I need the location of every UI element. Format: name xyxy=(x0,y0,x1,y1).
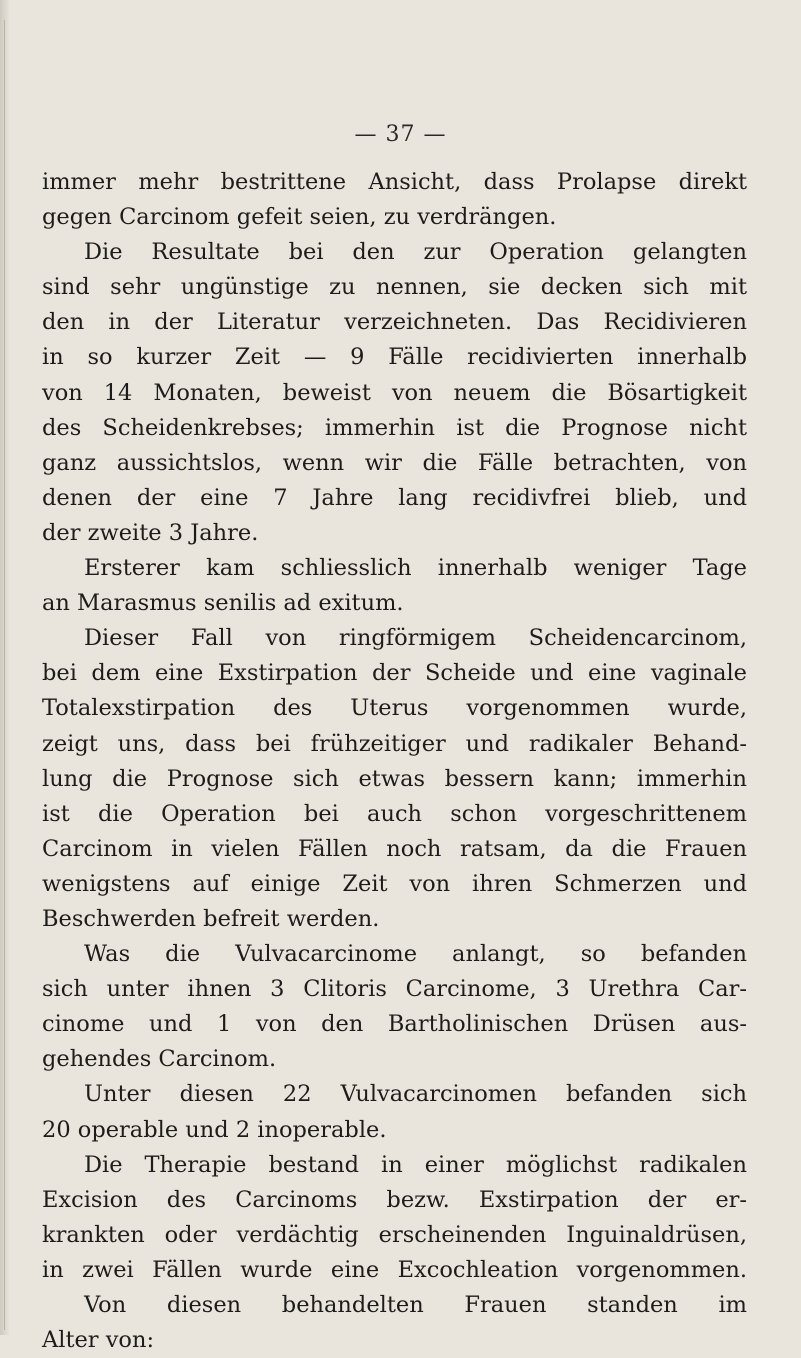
text-line: sind sehr ungünstige zu nennen, sie decken sich mit xyxy=(42,274,747,301)
text-line: bei dem eine Exstirpation der Scheide und eine vaginale xyxy=(42,660,747,687)
text-line: Ersterer kam schliesslich innerhalb weniger Tage xyxy=(84,555,747,582)
text-line: Alter von: xyxy=(42,1327,155,1354)
text-line: Dieser Fall von ringförmigem Scheidencarcinom, xyxy=(84,625,747,652)
text-line: krankten oder verdächtig erscheinenden Inguinaldrüsen, xyxy=(42,1221,747,1248)
text-line: Die Resultate bei den zur Operation gelangten xyxy=(84,239,747,266)
text-line: in zwei Fällen wurde eine Excochleation vorgenommen. xyxy=(42,1256,747,1283)
text-line: Was die Vulvacarcinome anlangt, so befanden xyxy=(84,941,747,968)
text-line: immer mehr bestrittene Ansicht, dass Prolapse direkt xyxy=(42,169,747,195)
text-line: den in der Literatur verzeichneten. Das Recidivieren xyxy=(42,309,747,336)
text-line: 20 operable und 2 inoperable. xyxy=(42,1116,387,1143)
text-line: ist die Operation bei auch schon vorgeschrittenem xyxy=(42,800,747,827)
text-line: der zweite 3 Jahre. xyxy=(42,519,259,546)
text-line: an Marasmus senilis ad exitum. xyxy=(42,590,404,617)
scan-edge-shadow xyxy=(0,0,9,1335)
text-line: Die Therapie bestand in einer möglichst radikalen xyxy=(84,1151,747,1178)
text-line: zeigt uns, dass bei frühzeitiger und radikaler Behand- xyxy=(42,730,747,757)
text-line: von 14 Monaten, beweist von neuem die Bösartigkeit xyxy=(42,379,747,406)
scan-edge-line xyxy=(4,20,5,1330)
text-line: Unter diesen 22 Vulvacarcinomen befanden sich xyxy=(84,1081,747,1108)
text-line: ganz aussichtslos, wenn wir die Fälle betrachten, von xyxy=(42,449,747,476)
text-line: sich unter ihnen 3 Clitoris Carcinome, 3 Urethra Car- xyxy=(42,976,747,1003)
text-line: in so kurzer Zeit — 9 Fälle recidivierten innerhalb xyxy=(42,344,747,371)
text-line: Von diesen behandelten Frauen standen im xyxy=(84,1292,747,1318)
text-line: lung die Prognose sich etwas bessern kann; immerhin xyxy=(42,765,747,792)
text-line: denen der eine 7 Jahre lang recidivfrei blieb, und xyxy=(42,484,747,511)
text-line: gehendes Carcinom. xyxy=(42,1046,277,1073)
text-line: cinome und 1 von den Bartholinischen Drüsen aus- xyxy=(42,1011,747,1038)
text-line: Beschwerden befreit werden. xyxy=(42,905,380,932)
body-text xyxy=(42,165,747,1358)
page-number: — 37 — xyxy=(354,122,447,147)
text-line: gegen Carcinom gefeit seien, zu verdrängen. xyxy=(42,204,557,231)
text-line: Carcinom in vielen Fällen noch ratsam, da die Frauen xyxy=(42,835,747,862)
text-line: Excision des Carcinoms bezw. Exstirpation der er- xyxy=(42,1186,747,1213)
text-line: wenigstens auf einige Zeit von ihren Schmerzen und xyxy=(42,870,747,897)
text-line: Totalexstirpation des Uterus vorgenommen wurde, xyxy=(42,695,747,722)
text-line: des Scheidenkrebses; immerhin ist die Prognose nicht xyxy=(42,414,747,441)
